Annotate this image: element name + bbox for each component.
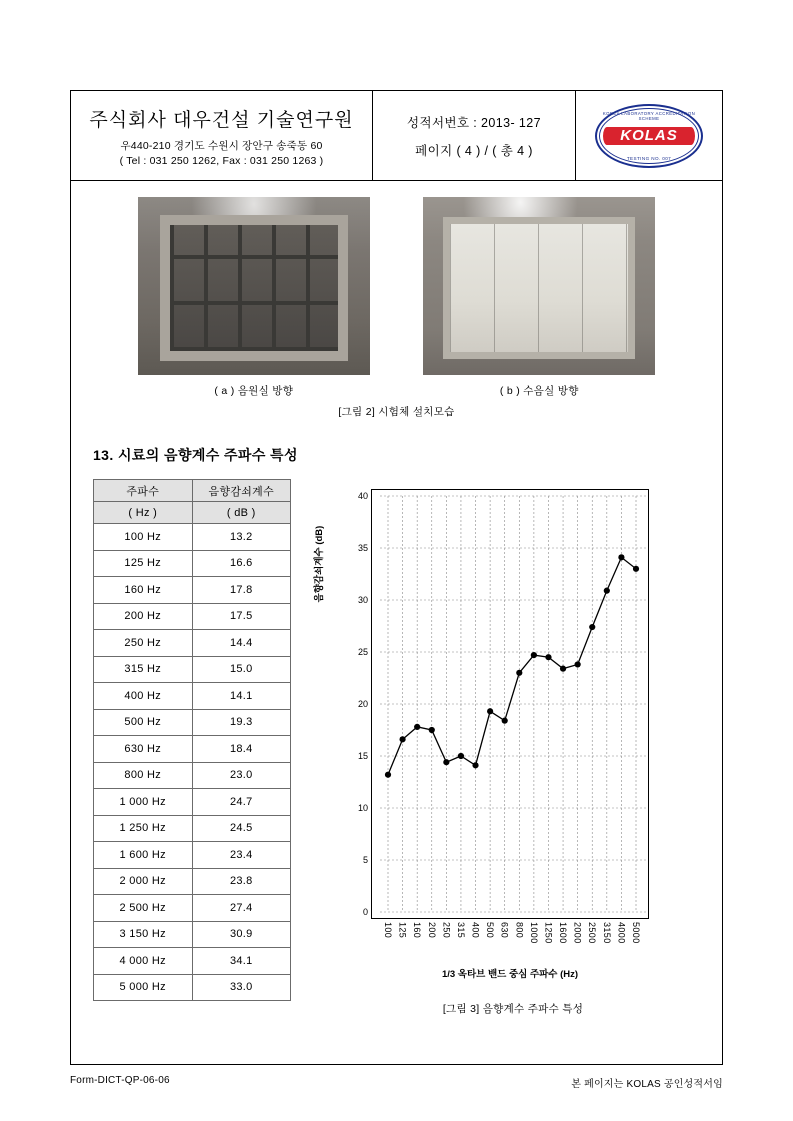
cell-attenuation: 13.2 (192, 524, 291, 551)
chart-y-axis-label: 음향감쇠계수 (dB) (314, 525, 325, 603)
table-row (94, 630, 291, 657)
chart-y-tick-label: 10 (357, 803, 368, 813)
table-row (94, 603, 291, 630)
header-emblem-block (576, 91, 722, 180)
table-row (94, 550, 291, 577)
cell-attenuation: 17.5 (192, 603, 291, 630)
emblem-wordmark: KOLAS (620, 126, 678, 144)
table-body (94, 524, 291, 1001)
col-header-frequency: 주파수 (94, 480, 193, 502)
chart-x-tick-label: 500 (485, 922, 496, 939)
table-row (94, 683, 291, 710)
figure2-caption: [그림 2] 시험체 설치모습 (338, 406, 455, 418)
chart-x-tick-label: 250 (441, 922, 452, 939)
emblem-top-text: KOREA LABORATORY ACCREDITATION SCHEME (602, 110, 696, 121)
cell-frequency: 200 Hz (94, 603, 193, 630)
cell-frequency: 400 Hz (94, 683, 193, 710)
photo-source-room (138, 197, 370, 375)
cell-frequency: 5 000 Hz (94, 974, 193, 1001)
chart-data-point (502, 718, 508, 724)
chart-x-tick-label: 3150 (601, 922, 612, 944)
chart-x-tick-label: 2000 (572, 922, 583, 944)
cell-attenuation: 34.1 (192, 948, 291, 975)
cell-attenuation: 23.8 (192, 868, 291, 895)
chart-x-tick-label: 800 (514, 922, 525, 939)
document-footer (70, 1075, 723, 1090)
chart-y-tick-label: 30 (357, 595, 368, 605)
chart-x-tick-label: 125 (397, 922, 408, 939)
cell-frequency: 2 000 Hz (94, 868, 193, 895)
chart-svg (372, 490, 648, 918)
table-unit-row (94, 502, 291, 524)
chart-data-point (560, 666, 566, 672)
chart-data-point (487, 708, 493, 714)
footer-note: 본 페이지는 KOLAS 공인성적서임 (571, 1079, 723, 1090)
cell-frequency: 250 Hz (94, 630, 193, 657)
cell-attenuation: 14.4 (192, 630, 291, 657)
photo-caption-b: ( b ) 수음실 방향 (499, 385, 579, 397)
cell-frequency: 1 000 Hz (94, 789, 193, 816)
chart-data-point (414, 724, 420, 730)
chart-y-tick-label: 40 (357, 491, 368, 501)
chart-x-tick-label: 400 (470, 922, 481, 939)
cell-frequency: 160 Hz (94, 577, 193, 604)
col-unit-frequency: ( Hz ) (94, 502, 193, 524)
cell-attenuation: 14.1 (192, 683, 291, 710)
chart-x-tick-label: 200 (426, 922, 437, 939)
chart-y-tick-label: 25 (357, 647, 368, 657)
table-row (94, 921, 291, 948)
table-row (94, 656, 291, 683)
cell-attenuation: 30.9 (192, 921, 291, 948)
chart-x-tick-label: 1000 (528, 922, 539, 944)
chart-x-tick-label: 160 (412, 922, 423, 939)
cell-attenuation: 19.3 (192, 709, 291, 736)
table-row (94, 736, 291, 763)
chart-data-point (516, 670, 522, 676)
chart-wrap (313, 479, 683, 1015)
cell-attenuation: 24.7 (192, 789, 291, 816)
photo-grid-shape (170, 225, 338, 351)
chart-x-tick-label: 4000 (616, 922, 627, 944)
chart-x-tick-label: 100 (383, 922, 393, 939)
table-row (94, 762, 291, 789)
figure3-caption: [그림 3] 음향계수 주파수 특성 (442, 1003, 584, 1015)
cell-attenuation: 18.4 (192, 736, 291, 763)
cell-frequency: 630 Hz (94, 736, 193, 763)
header-company-block (71, 91, 373, 180)
chart-y-tick-label: 0 (362, 907, 368, 917)
chart-data-point (443, 759, 449, 765)
chart-data-point (589, 624, 595, 630)
chart-x-tick-label: 5000 (631, 922, 641, 944)
report-number: 성적서번호 : 2013- 127 (407, 115, 541, 130)
cell-attenuation: 16.6 (192, 550, 291, 577)
frequency-data-table (93, 479, 291, 1001)
cell-attenuation: 15.0 (192, 656, 291, 683)
table-row (94, 577, 291, 604)
cell-attenuation: 27.4 (192, 895, 291, 922)
table-row (94, 868, 291, 895)
document-header (71, 91, 722, 181)
photo-panel-shape (443, 217, 635, 359)
chart-y-tick-label: 35 (357, 543, 368, 553)
table-head (94, 480, 291, 524)
photo-block-receiving-room (423, 197, 655, 398)
cell-frequency: 100 Hz (94, 524, 193, 551)
table-row (94, 789, 291, 816)
table-row (94, 895, 291, 922)
chart-data-point (618, 554, 624, 560)
cell-attenuation: 23.4 (192, 842, 291, 869)
chart-data-point (399, 736, 405, 742)
chart-data-point (633, 566, 639, 572)
chart-x-tick-label: 315 (455, 922, 466, 939)
cell-attenuation: 23.0 (192, 762, 291, 789)
chart-data-point (545, 654, 551, 660)
section-content (71, 479, 722, 1015)
page-number: 페이지 ( 4 ) / ( 총 4 ) (415, 143, 533, 158)
cell-attenuation: 17.8 (192, 577, 291, 604)
chart-series-line (388, 557, 636, 774)
table-row (94, 524, 291, 551)
chart-y-tick-label: 5 (362, 855, 368, 865)
chart-y-tick-label: 15 (357, 751, 368, 761)
company-address-line2: ( Tel : 031 250 1262, Fax : 031 250 1263 ) (119, 155, 324, 167)
emblem-bottom-text: TESTING NO. 007 (626, 155, 672, 161)
kolas-emblem-icon (595, 104, 703, 168)
cell-frequency: 1 250 Hz (94, 815, 193, 842)
table-row (94, 948, 291, 975)
chart-x-tick-label: 1250 (543, 922, 554, 944)
cell-frequency: 1 600 Hz (94, 842, 193, 869)
chart-data-point (472, 762, 478, 768)
table-row (94, 974, 291, 1001)
chart-data-point (575, 661, 581, 667)
cell-frequency: 2 500 Hz (94, 895, 193, 922)
chart-x-tick-label: 2500 (587, 922, 598, 944)
table-row (94, 815, 291, 842)
chart-x-tick-label: 630 (499, 922, 510, 939)
company-name: 주식회사 대우건설 기술연구원 (89, 109, 354, 131)
chart-y-tick-label: 20 (357, 699, 368, 709)
chart-data-point (531, 652, 537, 658)
cell-frequency: 315 Hz (94, 656, 193, 683)
table-row (94, 709, 291, 736)
company-address-line1: 우440-210 경기도 수원시 장안구 송죽동 60 (120, 139, 323, 152)
chart-x-axis-label: 1/3 옥타브 밴드 중심 주파수 (Hz) (441, 969, 579, 980)
chart-x-tick-label: 1600 (558, 922, 569, 944)
photo-receiving-room (423, 197, 655, 375)
section-title: 13. 시료의 음향계수 주파수 특성 (93, 447, 298, 463)
cell-attenuation: 24.5 (192, 815, 291, 842)
cell-attenuation: 33.0 (192, 974, 291, 1001)
footer-form-number: Form-DICT-QP-06-06 (70, 1075, 170, 1086)
cell-frequency: 4 000 Hz (94, 948, 193, 975)
header-report-block (373, 91, 576, 180)
chart-data-point (429, 727, 435, 733)
cell-frequency: 800 Hz (94, 762, 193, 789)
report-page (70, 90, 723, 1065)
photo-row (71, 197, 722, 398)
cell-frequency: 500 Hz (94, 709, 193, 736)
table-row (94, 842, 291, 869)
chart-data-point (385, 772, 391, 778)
cell-frequency: 3 150 Hz (94, 921, 193, 948)
chart-plot-area (357, 489, 649, 944)
col-unit-attenuation: ( dB ) (192, 502, 291, 524)
cell-frequency: 125 Hz (94, 550, 193, 577)
chart-data-point (458, 753, 464, 759)
photo-block-source-room (138, 197, 370, 398)
table-header-row (94, 480, 291, 502)
chart-area (291, 479, 722, 1015)
photo-caption-a: ( a ) 음원실 방향 (214, 385, 294, 397)
col-header-attenuation: 음향감쇠계수 (192, 480, 291, 502)
chart-data-point (604, 588, 610, 594)
